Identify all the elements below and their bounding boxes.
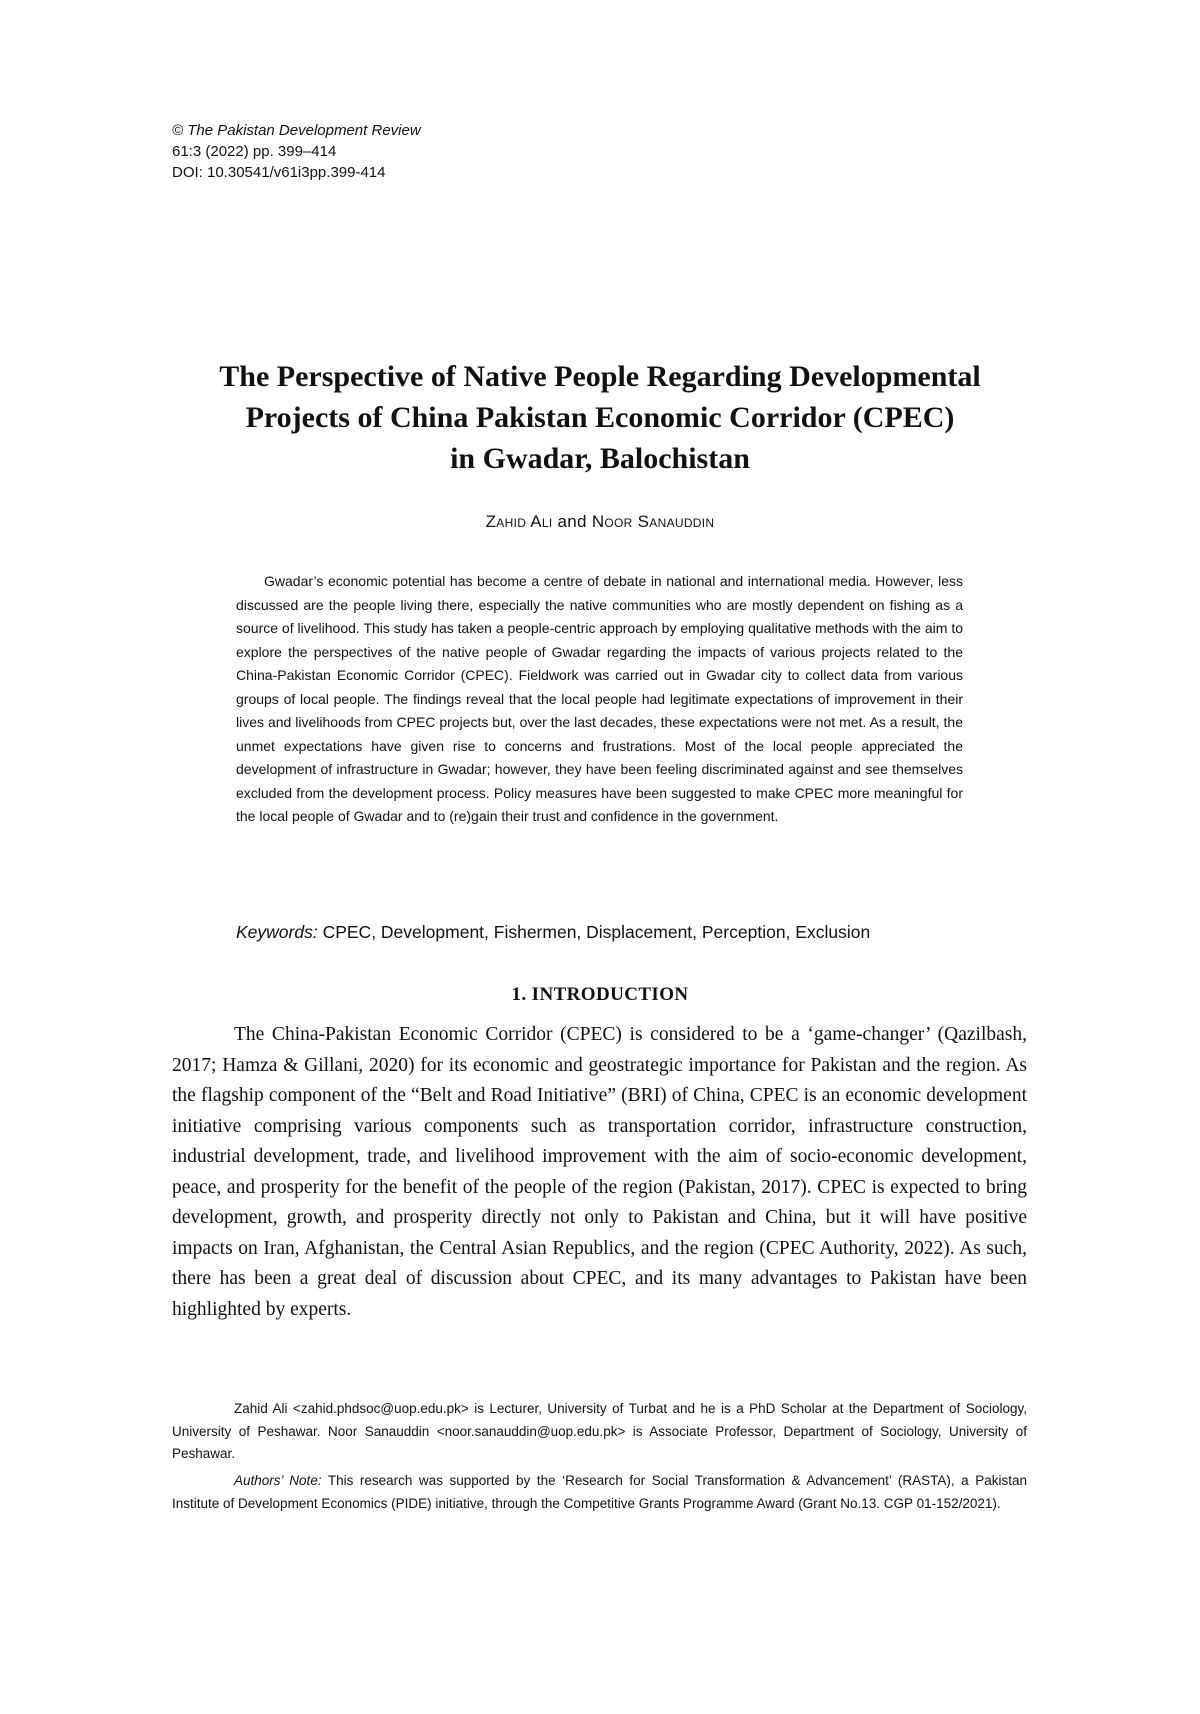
abstract: Gwadar’s economic potential has become a centre of debate in national and international media. However, less discussed are the people living there, especially the native communities who are mostly dependent on fishing as a source of livelihood. This study has taken a people-centric approach by employing qualitative methods with the aim to explore the perspectives of the native people of Gwadar regarding the impacts of various projects related to the China-Pakistan Economic Corridor (CPEC). Fieldwork was carried out in Gwadar city to collect data from various groups of local people. The findings reveal that the local people had legitimate expectations of improvement in their lives and livelihoods from CPEC projects but, over the last decades, these expectations were not met. As a result, the unmet expectations have given rise to concerns and frustrations. Most of the local people appreciated the development of infrastructure in Gwadar; however, they have been feeling discriminated against and see themselves excluded from the development process. Policy measures have been suggested to make CPEC more meaningful for the local people of Gwadar and to (re)gain their trust and confidence in the government.	[236, 573, 963, 824]
journal-header	[172, 120, 421, 183]
keywords-text: CPEC, Development, Fishermen, Displacement, Perception, Exclusion	[322, 922, 871, 942]
keywords	[236, 920, 1036, 944]
doi: DOI: 10.30541/v61i3pp.399-414	[172, 164, 386, 181]
author-2: Noor Sanauddin	[591, 512, 715, 531]
author-connector: and	[557, 512, 587, 531]
title-line-3: in Gwadar, Balochistan	[450, 442, 750, 475]
title-line-1: The Perspective of Native People Regarding Developmental	[219, 360, 981, 393]
author-1: Zahid Ali	[485, 512, 553, 531]
volume-pages: 61:3 (2022) pp. 399–414	[172, 143, 337, 160]
journal-name: © The Pakistan Development Review	[172, 122, 421, 139]
author-line	[140, 512, 1060, 532]
keywords-label: Keywords:	[236, 922, 318, 942]
author-affiliation-footnote: Zahid Ali <zahid.phdsoc@uop.edu.pk> is Lecturer, University of Turbat and he is a PhD Scholar at the Department of Sociology, University of Peshawar. Noor Sanauddin <noor.sanauddin@uop.edu.pk> is Associate Professor, Department of Sociology, University of Peshawar.	[172, 1401, 1027, 1461]
authors-note-text: This research was supported by the ‘Research for Social Transformation & Advancement’ (RASTA), a Pakistan Institute of Development Economics (PIDE) initiative, through the Competitive Grants Programme Award (Grant No.13. CGP 01-152/2021).	[172, 1473, 1027, 1511]
title-line-2: Projects of China Pakistan Economic Corridor (CPEC)	[245, 401, 955, 434]
authors-note-footnote	[172, 1470, 1027, 1515]
introduction-paragraph: The China-Pakistan Economic Corridor (CPEC) is considered to be a ‘game-changer’ (Qazilbash, 2017; Hamza & Gillani, 2020) for its economic and geostrategic importance for Pakistan and the region. As the flagship component of the “Belt and Road Initiative” (BRI) of China, CPEC is an economic development initiative comprising various components such as transportation corridor, infrastructure construction, industrial development, trade, and livelihood improvement with the aim of socio-economic development, peace, and prosperity for the benefit of the people of the region (Pakistan, 2017). CPEC is expected to bring development, growth, and prosperity directly not only to Pakistan and China, but it will have positive impacts on Iran, Afghanistan, the Central Asian Republics, and the region (CPEC Authority, 2022). As such, there has been a great deal of discussion about CPEC, and its many advantages to Pakistan have been highlighted by experts.	[172, 1024, 1027, 1320]
section-heading: 1. INTRODUCTION	[511, 984, 689, 1005]
authors-note-label: Authors’ Note:	[234, 1473, 322, 1488]
paper-title	[140, 356, 1060, 479]
